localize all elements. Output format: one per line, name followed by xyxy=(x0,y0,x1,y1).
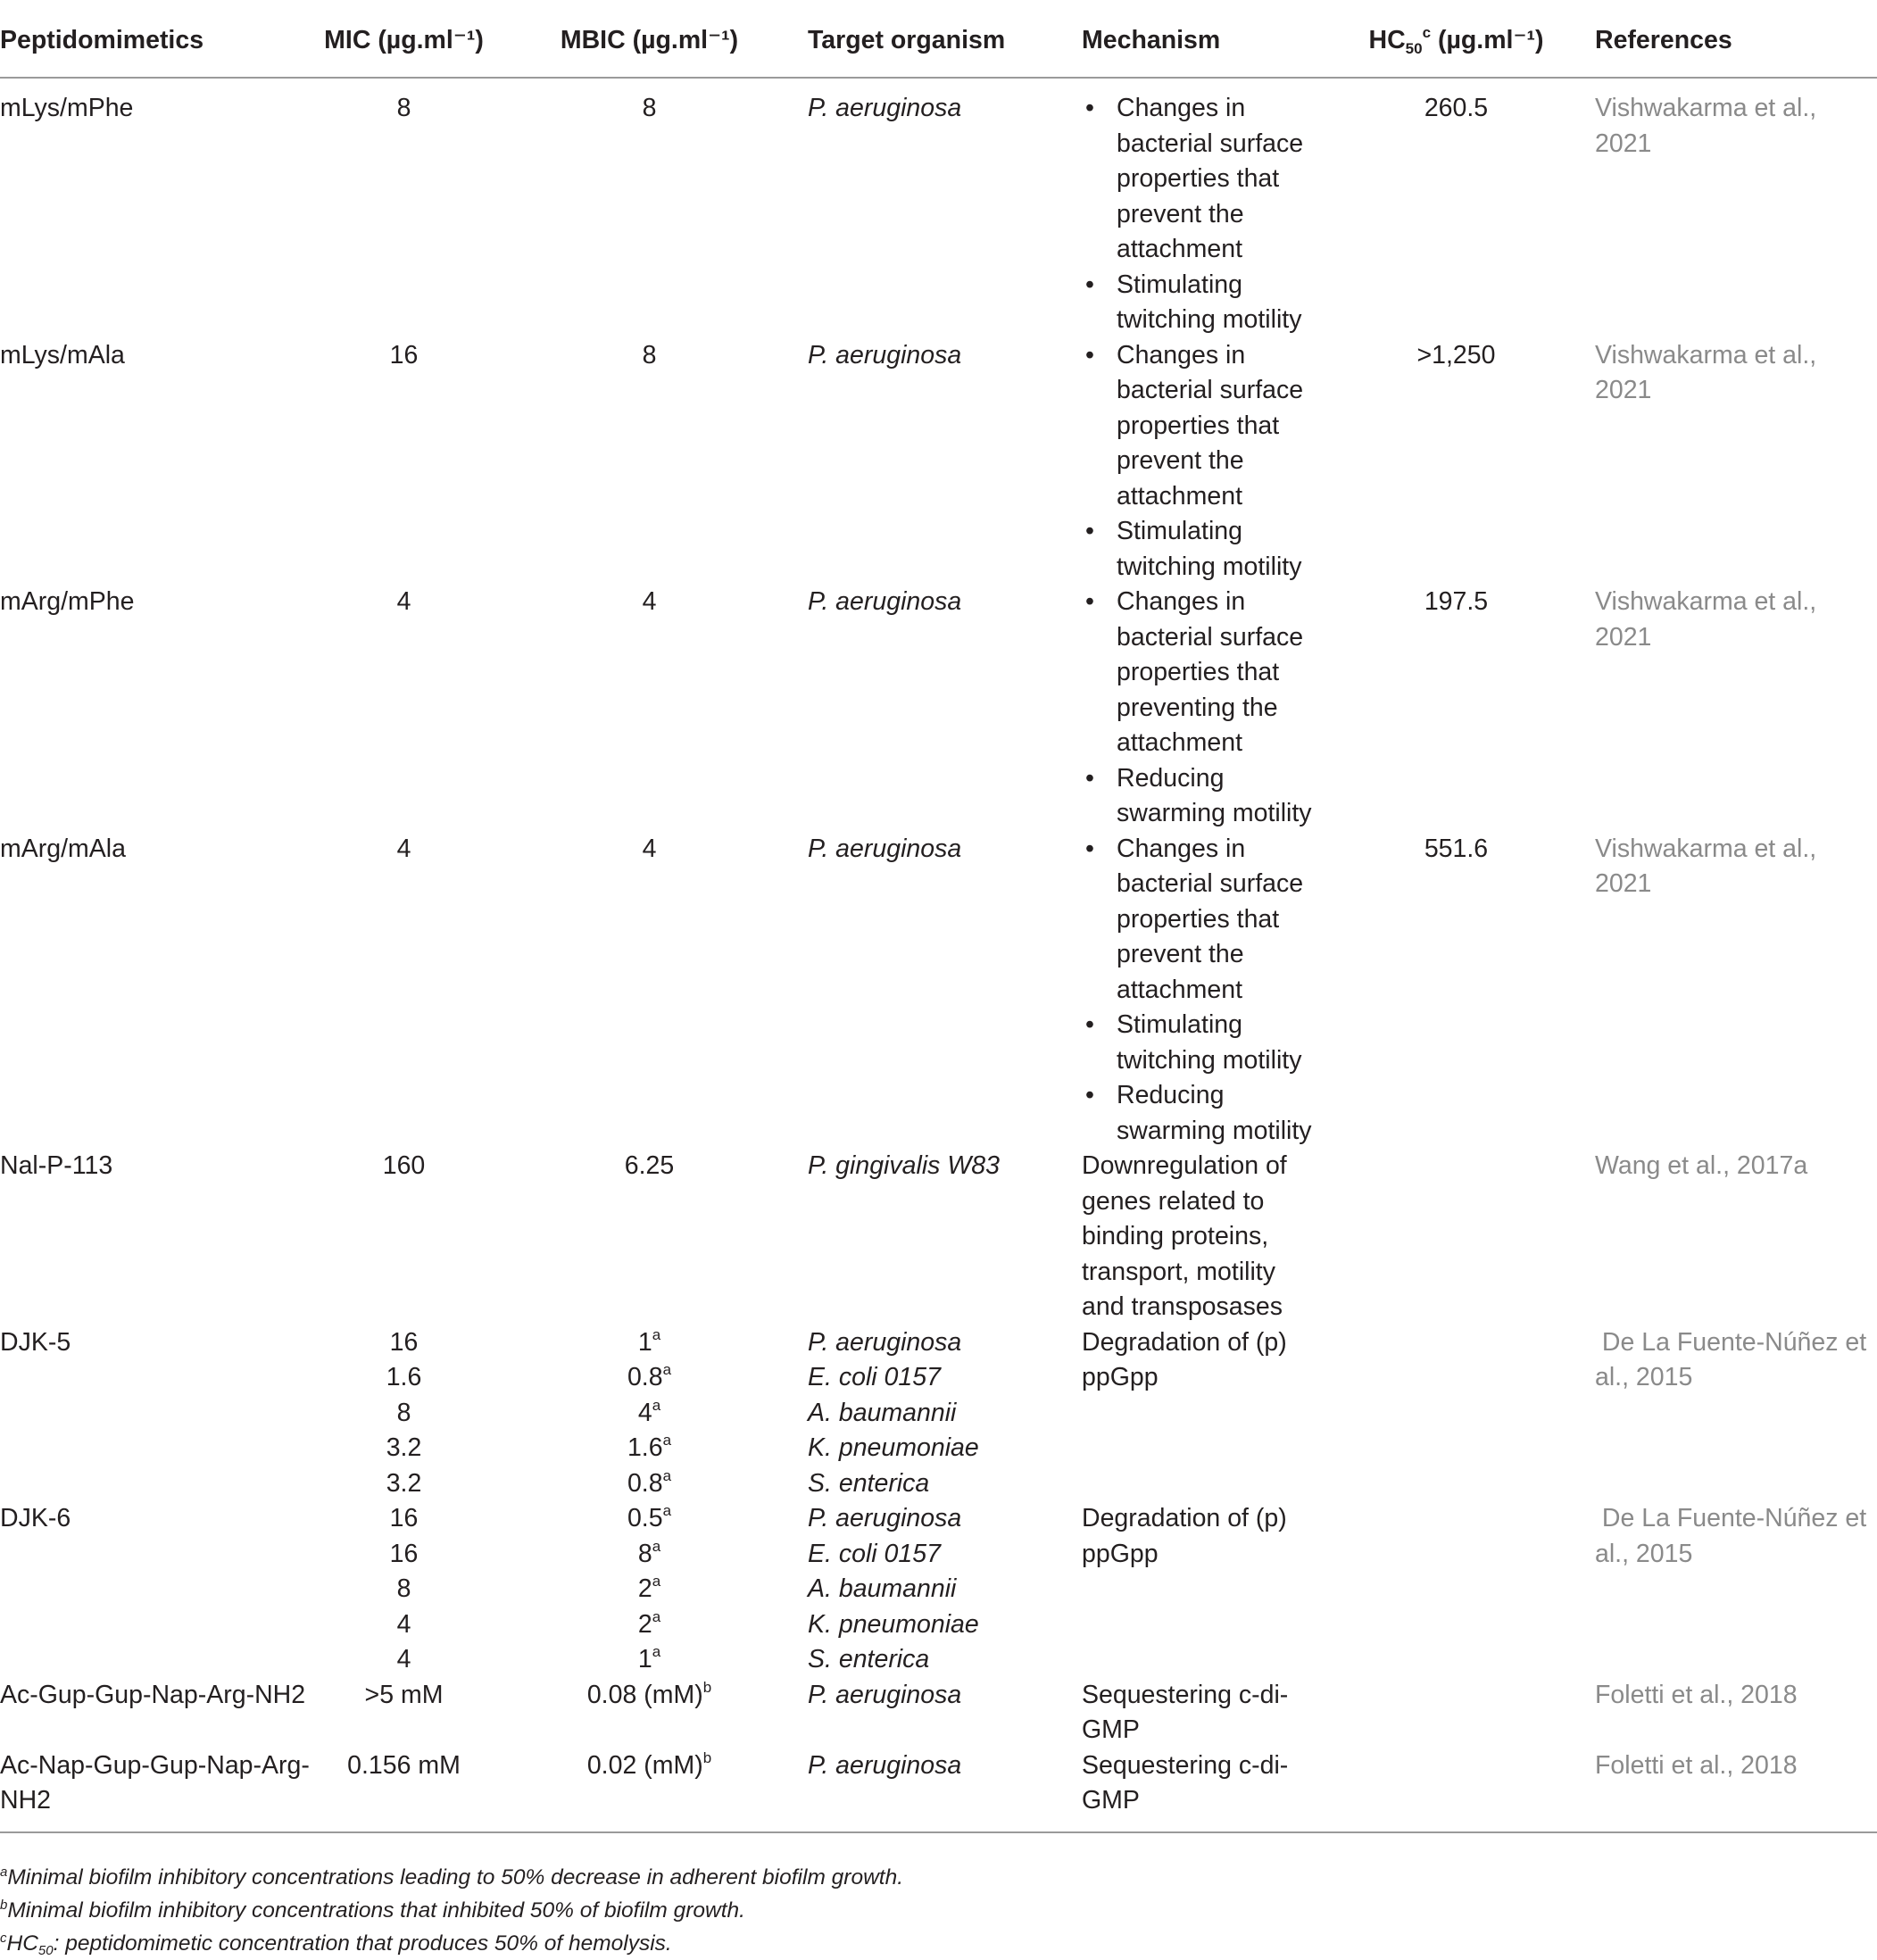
mbic-footnote-mark: a xyxy=(652,1537,661,1555)
mbic-value: 1 xyxy=(637,1645,652,1673)
mbic-value: 0.02 (mM) xyxy=(586,1750,703,1780)
cell-peptidomimetic: mLys/mAla xyxy=(0,340,125,370)
mic-value: 8 xyxy=(396,1574,411,1603)
table-row xyxy=(0,585,1877,832)
cell-target-organism xyxy=(808,1501,1082,1678)
organism-name: P. gingivalis W83 xyxy=(808,1151,1000,1180)
organism-name: K. pneumoniae xyxy=(808,1433,979,1462)
header-hc50 xyxy=(1317,0,1595,78)
cell-mechanism xyxy=(1082,832,1317,1150)
footnote-b xyxy=(0,1894,903,1927)
header-target-organism: Target organism xyxy=(808,0,1082,78)
mechanism-item: • Reducing swarming motility xyxy=(1082,761,1317,832)
footnote-b-text: Minimal biofilm inhibitory concentrations that inhibited 50% of biofilm growth. xyxy=(7,1898,745,1923)
table-header xyxy=(0,0,1877,78)
cell-hc50 xyxy=(1317,1748,1595,1832)
mic-value: 8 xyxy=(396,1398,411,1427)
mbic-value: 8 xyxy=(637,1539,652,1568)
mic-value: 8 xyxy=(396,94,411,122)
mic-value: 4 xyxy=(396,1645,411,1673)
cell-target-organism xyxy=(808,832,1082,1150)
cell-mbic xyxy=(491,78,808,338)
footnote-c-text: : peptidomimetic concentration that produces 50% of hemolysis. xyxy=(53,1931,672,1956)
cell-mbic xyxy=(491,338,808,586)
cell-mic xyxy=(317,1748,491,1832)
cell-mic xyxy=(317,338,491,586)
cell-mechanism: Sequestering c-di-GMP xyxy=(1082,1680,1289,1744)
organism-name: A. baumannii xyxy=(808,1574,957,1603)
footnote-b-mark: b xyxy=(0,1898,8,1913)
mbic-value: 0.08 (mM) xyxy=(586,1680,703,1709)
cell-peptidomimetic: DJK-6 xyxy=(0,1504,71,1532)
cell-mic xyxy=(317,78,491,338)
cell-hc50 xyxy=(1317,1678,1595,1748)
cell-target-organism xyxy=(808,1149,1082,1325)
mbic-entry xyxy=(491,1149,808,1184)
cell-mechanism: Sequestering c-di-GMP xyxy=(1082,1748,1317,1832)
cell-peptidomimetic: mArg/mPhe xyxy=(0,587,135,616)
mbic-value: 0.8 xyxy=(627,1468,663,1498)
table-row xyxy=(0,78,1877,338)
mic-value: 16 xyxy=(389,1504,419,1532)
mic-value: >5 mM xyxy=(364,1680,444,1709)
mbic-entry xyxy=(491,1431,808,1466)
cell-target-organism xyxy=(808,1748,1082,1832)
organism-name: K. pneumoniae xyxy=(808,1609,979,1639)
mic-value: 3.2 xyxy=(386,1433,422,1462)
header-mbic: MBIC (µg.ml⁻¹) xyxy=(491,0,808,78)
mic-value: 16 xyxy=(389,1539,419,1568)
cell-mic xyxy=(317,585,491,832)
mechanism-item: • Stimulating twitching motility xyxy=(1082,1008,1317,1078)
mbic-value: 4 xyxy=(637,1398,652,1427)
mbic-value: 4 xyxy=(642,587,657,616)
mbic-entry xyxy=(491,1466,808,1502)
cell-reference-link[interactable]: Wang et al., 2017a xyxy=(1595,1151,1808,1180)
mechanism-item: • Stimulating twitching motility xyxy=(1082,268,1317,338)
cell-reference-link[interactable]: Vishwakarma et al., 2021 xyxy=(1595,834,1817,898)
mechanism-item: • Changes in bacterial surface properties that prevent the attachment xyxy=(1082,91,1317,268)
mechanism-item: • Stimulating twitching motility xyxy=(1082,514,1317,585)
mechanism-list xyxy=(1082,832,1317,1150)
cell-hc50 xyxy=(1317,1501,1595,1678)
cell-reference-link[interactable]: Foletti et al., 2018 xyxy=(1595,1748,1877,1832)
mic-value: 4 xyxy=(396,1609,411,1639)
cell-hc50: 197.5 xyxy=(1424,587,1489,616)
cell-target-organism xyxy=(808,78,1082,338)
cell-peptidomimetic: mArg/mAla xyxy=(0,834,126,863)
cell-mbic xyxy=(491,1149,808,1325)
cell-reference-link[interactable]: Foletti et al., 2018 xyxy=(1595,1680,1798,1709)
table-row xyxy=(0,1748,1877,1832)
table-row xyxy=(0,338,1877,586)
mic-value: 160 xyxy=(382,1151,426,1180)
cell-mic xyxy=(317,1678,491,1748)
footnote-a-mark: a xyxy=(0,1864,8,1880)
cell-mbic xyxy=(491,585,808,832)
mbic-entry xyxy=(491,1748,808,1784)
organism-name: E. coli 0157 xyxy=(808,1539,941,1568)
cell-target-organism xyxy=(808,585,1082,832)
cell-target-organism xyxy=(808,1678,1082,1748)
table-row xyxy=(0,832,1877,1150)
mbic-entry xyxy=(491,1325,808,1361)
table-row xyxy=(0,1149,1877,1325)
mic-value: 16 xyxy=(389,340,419,370)
cell-hc50: 260.5 xyxy=(1424,94,1489,122)
cell-hc50: 551.6 xyxy=(1424,834,1489,863)
mic-value: 16 xyxy=(389,1327,419,1357)
cell-mbic xyxy=(491,832,808,1150)
footnote-c-subscript: 50 xyxy=(37,1943,54,1958)
footnote-c xyxy=(0,1927,903,1960)
mbic-entry xyxy=(491,832,808,868)
cell-reference-link[interactable]: Vishwakarma et al., 2021 xyxy=(1595,587,1817,652)
mbic-value: 8 xyxy=(642,94,657,122)
mbic-entry xyxy=(491,91,808,127)
cell-reference-link[interactable]: De La Fuente-Núñez et al., 2015 xyxy=(1595,1327,1874,1391)
organism-name: E. coli 0157 xyxy=(808,1363,941,1391)
mbic-entry xyxy=(491,585,808,620)
mbic-value: 1 xyxy=(637,1327,652,1357)
table-row xyxy=(0,1501,1877,1678)
cell-mic xyxy=(317,1149,491,1325)
mbic-entry xyxy=(491,1642,808,1678)
mbic-value: 0.8 xyxy=(627,1363,663,1391)
organism-name: P. aeruginosa xyxy=(808,340,962,370)
mbic-value: 2 xyxy=(637,1574,652,1603)
hc50-subscript: 50 xyxy=(1405,40,1423,57)
header-mic: MIC (µg.ml⁻¹) xyxy=(317,0,491,78)
mbic-footnote-mark: a xyxy=(652,1325,661,1343)
cell-mic xyxy=(317,832,491,1150)
mbic-entry xyxy=(491,1607,808,1643)
organism-name: S. enterica xyxy=(808,1645,930,1673)
cell-target-organism xyxy=(808,1325,1082,1502)
organism-name: A. baumannii xyxy=(808,1398,957,1427)
mbic-value: 8 xyxy=(642,340,657,370)
cell-mechanism: Degradation of (p) ppGpp xyxy=(1082,1327,1287,1391)
mechanism-item: • Reducing swarming motility xyxy=(1082,1078,1317,1149)
mbic-entry xyxy=(491,1396,808,1432)
cell-mechanism xyxy=(1082,78,1317,338)
cell-peptidomimetic: Ac-Nap-Gup-Gup-Nap-Arg-NH2 xyxy=(0,1748,317,1832)
cell-hc50 xyxy=(1317,1325,1595,1502)
organism-name: P. aeruginosa xyxy=(808,1680,962,1709)
mic-value: 0.156 mM xyxy=(347,1750,461,1780)
cell-reference-link[interactable]: Vishwakarma et al., 2021 xyxy=(1595,94,1817,158)
hc50-label: HC xyxy=(1368,26,1406,54)
mbic-footnote-mark: b xyxy=(702,1678,712,1696)
organism-name: P. aeruginosa xyxy=(808,1327,962,1357)
footnote-a xyxy=(0,1861,903,1894)
cell-mbic xyxy=(491,1748,808,1832)
cell-peptidomimetic: mLys/mPhe xyxy=(0,94,134,122)
mic-value: 1.6 xyxy=(386,1363,422,1391)
footnote-c-mark: c xyxy=(0,1931,7,1946)
organism-name: P. aeruginosa xyxy=(808,1750,962,1780)
cell-reference-link[interactable]: Vishwakarma et al., 2021 xyxy=(1595,340,1817,404)
mechanism-item: • Changes in bacterial surface properties that prevent the attachment xyxy=(1082,338,1317,515)
mbic-footnote-mark: a xyxy=(662,1361,672,1378)
mbic-footnote-mark: a xyxy=(652,1607,661,1625)
cell-mic xyxy=(317,1325,491,1502)
mic-value: 4 xyxy=(396,834,411,863)
cell-mbic xyxy=(491,1501,808,1678)
table-body xyxy=(0,78,1877,1832)
mbic-entry xyxy=(491,338,808,374)
mbic-entry xyxy=(491,1678,808,1714)
cell-mechanism xyxy=(1082,585,1317,832)
mbic-footnote-mark: b xyxy=(702,1748,712,1766)
cell-peptidomimetic: Ac-Gup-Gup-Nap-Arg-NH2 xyxy=(0,1680,306,1709)
mbic-footnote-mark: a xyxy=(662,1432,672,1449)
footnote-a-text: Minimal biofilm inhibitory concentrations leading to 50% decrease in adherent biofilm growth. xyxy=(7,1865,904,1889)
cell-mechanism: Downregulation of genes related to binding proteins, transport, motility and transposases xyxy=(1082,1151,1287,1321)
mbic-value: 2 xyxy=(637,1609,652,1639)
mbic-footnote-mark: a xyxy=(652,1573,661,1590)
cell-hc50 xyxy=(1317,1149,1595,1325)
mbic-entry xyxy=(491,1501,808,1537)
mbic-footnote-mark: a xyxy=(652,1396,661,1414)
mbic-footnote-mark: a xyxy=(662,1466,672,1484)
mbic-value: 4 xyxy=(642,834,657,863)
mbic-footnote-mark: a xyxy=(652,1643,661,1660)
hc50-footnote-mark: c xyxy=(1422,24,1432,41)
organism-name: P. aeruginosa xyxy=(808,834,962,863)
organism-name: S. enterica xyxy=(808,1468,930,1498)
table-footnotes xyxy=(0,1861,903,1960)
table-row xyxy=(0,1678,1877,1748)
mic-value: 3.2 xyxy=(386,1468,422,1498)
cell-mic xyxy=(317,1501,491,1678)
mbic-entry xyxy=(491,1537,808,1573)
cell-reference-link[interactable]: De La Fuente-Núñez et al., 2015 xyxy=(1595,1504,1874,1568)
mechanism-list xyxy=(1082,585,1317,832)
footnote-c-hc: HC xyxy=(6,1931,38,1956)
mbic-footnote-mark: a xyxy=(662,1502,672,1519)
organism-name: P. aeruginosa xyxy=(808,1504,962,1532)
cell-mbic xyxy=(491,1325,808,1502)
header-peptidomimetics: Peptidomimetics xyxy=(0,0,317,78)
cell-mbic xyxy=(491,1678,808,1748)
organism-name: P. aeruginosa xyxy=(808,94,962,122)
mic-value: 4 xyxy=(396,587,411,616)
cell-peptidomimetic: DJK-5 xyxy=(0,1327,71,1357)
table-row xyxy=(0,1325,1877,1502)
mbic-value: 0.5 xyxy=(627,1504,663,1532)
mechanism-item: • Changes in bacterial surface properties that preventing the attachment xyxy=(1082,585,1317,761)
cell-target-organism xyxy=(808,338,1082,586)
header-row xyxy=(0,0,1877,78)
cell-mechanism xyxy=(1082,338,1317,586)
cell-hc50: >1,250 xyxy=(1416,340,1496,370)
mbic-value: 6.25 xyxy=(624,1151,675,1180)
cell-mechanism: Degradation of (p) ppGpp xyxy=(1082,1504,1287,1568)
header-references: References xyxy=(1595,0,1877,78)
mechanism-item: • Changes in bacterial surface properties that prevent the attachment xyxy=(1082,832,1317,1009)
organism-name: P. aeruginosa xyxy=(808,587,962,616)
mechanism-list xyxy=(1082,91,1317,338)
header-mechanism: Mechanism xyxy=(1082,0,1317,78)
mbic-entry xyxy=(491,1360,808,1396)
mbic-entry xyxy=(491,1572,808,1607)
cell-peptidomimetic: Nal-P-113 xyxy=(0,1151,113,1180)
hc50-unit: (µg.ml⁻¹) xyxy=(1431,26,1544,54)
mbic-value: 1.6 xyxy=(627,1433,663,1462)
mechanism-list xyxy=(1082,338,1317,586)
